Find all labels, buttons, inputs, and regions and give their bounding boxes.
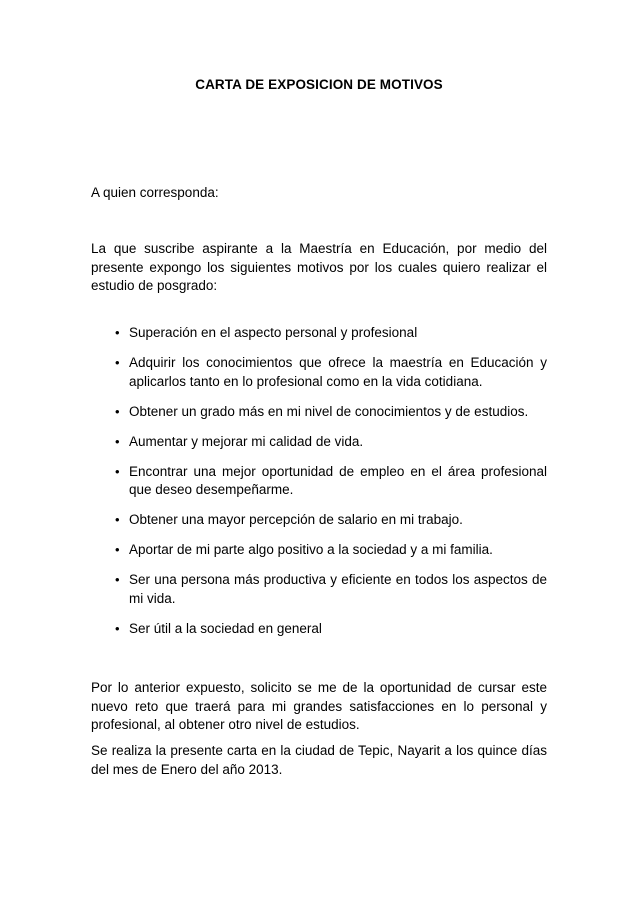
document-title: CARTA DE EXPOSICION DE MOTIVOS [195, 77, 443, 92]
bullet-icon: • [115, 572, 120, 587]
list-item [91, 354, 547, 391]
intro-paragraph: La que suscribe aspirante a la Maestría en Educación, por medio del presente expongo los siguientes motivos por los cuales quiero realizar el estudio de posgrado: [91, 241, 547, 293]
list-item [91, 620, 547, 639]
list-item [91, 433, 547, 452]
bullet-icon: • [115, 433, 120, 449]
list-item [91, 324, 547, 343]
bullet-icon: • [115, 463, 120, 479]
salutation: A quien corresponda: [91, 185, 219, 200]
list-item [91, 541, 547, 560]
reason-text: Ser útil a la sociedad en general [129, 620, 322, 636]
reasons-list [91, 324, 547, 650]
bullet-icon: • [115, 620, 120, 636]
bullet-icon: • [115, 355, 120, 370]
bullet-icon: • [115, 325, 120, 340]
list-item [91, 511, 547, 530]
reason-text: Aumentar y mejorar mi calidad de vida. [129, 433, 364, 449]
bullet-icon: • [115, 542, 120, 557]
bullet-icon: • [115, 512, 120, 527]
reason-text: Obtener un grado más en mi nivel de conocimientos y de estudios. [129, 403, 529, 419]
bullet-icon: • [115, 403, 120, 419]
place-date-paragraph: Se realiza la presente carta en la ciudad de Tepic, Nayarit a los quince días del mes de Enero del año 2013. [91, 743, 547, 777]
reason-text: Superación en el aspecto personal y profesional [129, 325, 418, 340]
closing-paragraph: Por lo anterior expuesto, solicito se me de la oportunidad de cursar este nuevo reto que traerá para mi grandes satisfacciones en lo personal y profesional, al obtener otro nivel de estudios. [91, 680, 547, 732]
reason-text: Ser una persona más productiva y eficiente en todos los aspectos de mi vida. [129, 572, 547, 606]
reason-text: Adquirir los conocimientos que ofrece la maestría en Educación y aplicarlos tanto en lo profesional como en la vida cotidiana. [129, 355, 547, 389]
list-item [91, 403, 547, 422]
reason-text: Obtener una mayor percepción de salario en mi trabajo. [129, 512, 463, 527]
reason-text: Encontrar una mejor oportunidad de empleo en el área profesional que deseo desempeñarme. [129, 463, 547, 497]
reason-text: Aportar de mi parte algo positivo a la sociedad y a mi familia. [129, 542, 493, 557]
list-item [91, 571, 547, 608]
list-item [91, 463, 547, 500]
